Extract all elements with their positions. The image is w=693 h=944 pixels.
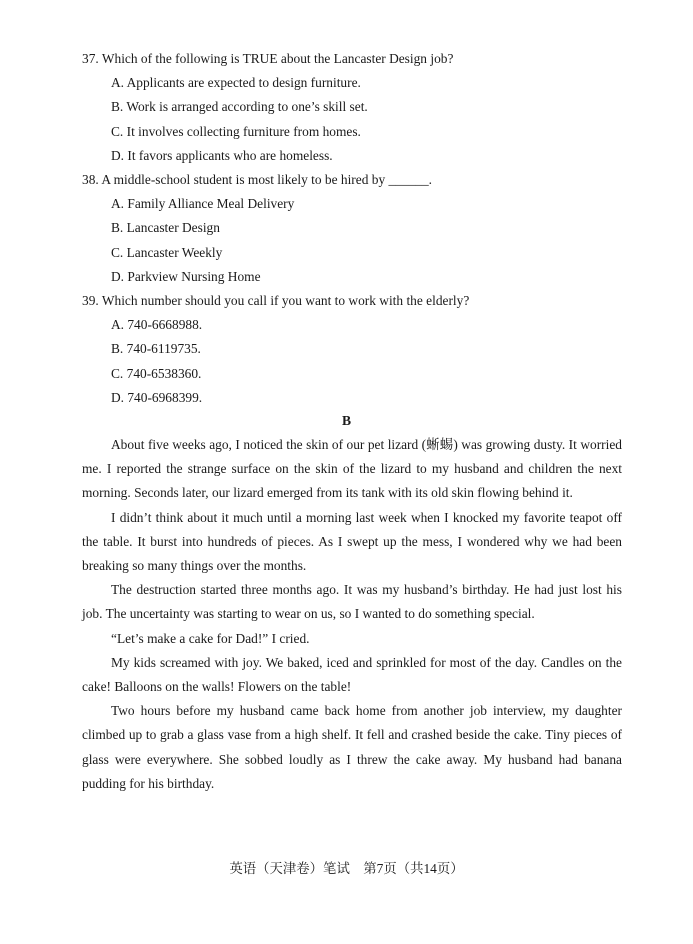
option-d: D. It favors applicants who are homeless. [111,147,333,163]
question-text: Which number should you call if you want to work with the elderly? [101,293,470,309]
question-text: Which of the following is TRUE about the Lancaster Design job? [101,51,454,66]
passage-paragraph: About five weeks ago, I noticed the skin of our pet lizard (蜥蜴) was growing dusty. It worried me. I reported the strange surface on the skin of the lizard to my husband and children the next morning. Seconds later, our lizard emerged from its tank with its old skin flowing behind it. [82,437,622,501]
option-a: A. Applicants are expected to design furniture. [111,75,361,91]
question-38 [82,168,642,289]
passage-paragraph: The destruction started three months ago. It was my husband’s birthday. He had just lost his job. The uncertainty was starting to wear on us, so I wanted to do something special. [82,582,622,622]
reading-passage [82,433,622,796]
passage-paragraph: “Let’s make a cake for Dad!” I cried. [111,630,310,646]
passage-paragraph: I didn’t think about it much until a morning last week when I knocked my favorite teapot off the table. It burst into hundreds of pieces. As I swept up the mess, I wondered why we had been breaking so many things over the months. [82,509,622,574]
option-b: B. Lancaster Design [111,220,220,236]
question-stem [82,289,642,313]
passage-paragraph: Two hours before my husband came back home from another job interview, my daughter climbed up to grab a glass vase from a high shelf. It fell and crashed beside the cake. Tiny pieces of glass were everywhere. She sobbed loudly as I threw the cake away. My husband had banana pudding for his birthday. [82,703,622,791]
question-stem [82,47,642,71]
option-d: D. 740-6968399. [111,389,203,405]
question-number: 38. [82,172,99,188]
question-39 [82,289,642,410]
option-a: A. 740-6668988. [111,317,203,333]
page-footer: 英语（天津卷）笔试 第7页（共14页） [229,861,464,876]
option-c: C. Lancaster Weekly [111,244,223,260]
option-b: B. 740-6119735. [111,341,201,357]
option-c: C. 740-6538360. [111,365,202,381]
question-37 [82,47,642,168]
section-heading: B [341,413,352,428]
question-text: A middle-school student is most likely to be hired by ______. [101,172,433,188]
question-number: 39. [82,293,99,309]
passage-paragraph: My kids screamed with joy. We baked, iced and sprinkled for most of the day. Candles on the cake! Balloons on the walls! Flowers on the table! [82,654,622,695]
question-list [82,47,642,410]
option-a: A. Family Alliance Meal Delivery [111,196,295,212]
option-d: D. Parkview Nursing Home [111,268,261,284]
question-number: 37. [82,51,99,66]
option-b: B. Work is arranged according to one’s skill set. [111,99,368,115]
option-c: C. It involves collecting furniture from homes. [111,123,361,139]
question-stem [82,168,642,192]
